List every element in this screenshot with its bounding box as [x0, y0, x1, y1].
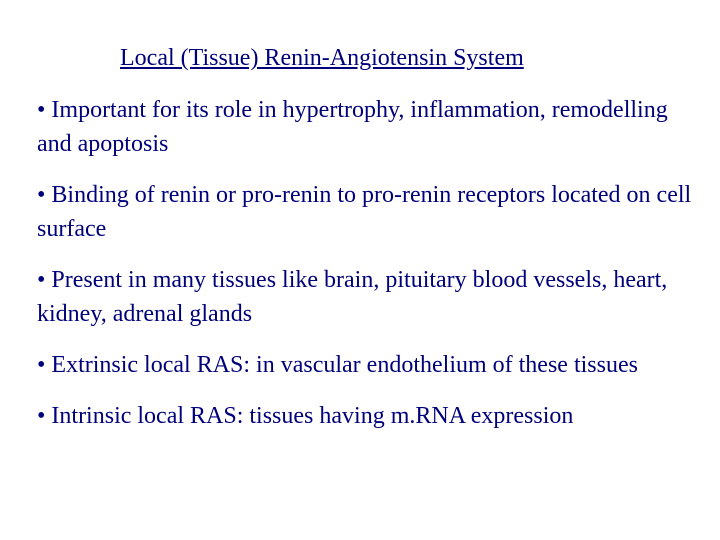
- bullet-intrinsic: • Intrinsic local RAS: tissues having m.RNA expression: [37, 403, 574, 429]
- slide-title: Local (Tissue) Renin-Angiotensin System: [120, 45, 524, 71]
- bullet-binding: • Binding of renin or pro-renin to pro-renin receptors located on cell surface: [37, 182, 692, 242]
- bullet-list: [37, 93, 697, 450]
- bullet-extrinsic: • Extrinsic local RAS: in vascular endothelium of these tissues: [37, 352, 638, 378]
- bullet-tissues: • Present in many tissues like brain, pituitary blood vessels, heart, kidney, adrenal glands: [37, 267, 668, 327]
- bullet-role: • Important for its role in hypertrophy, inflammation, remodelling and apoptosis: [37, 97, 668, 157]
